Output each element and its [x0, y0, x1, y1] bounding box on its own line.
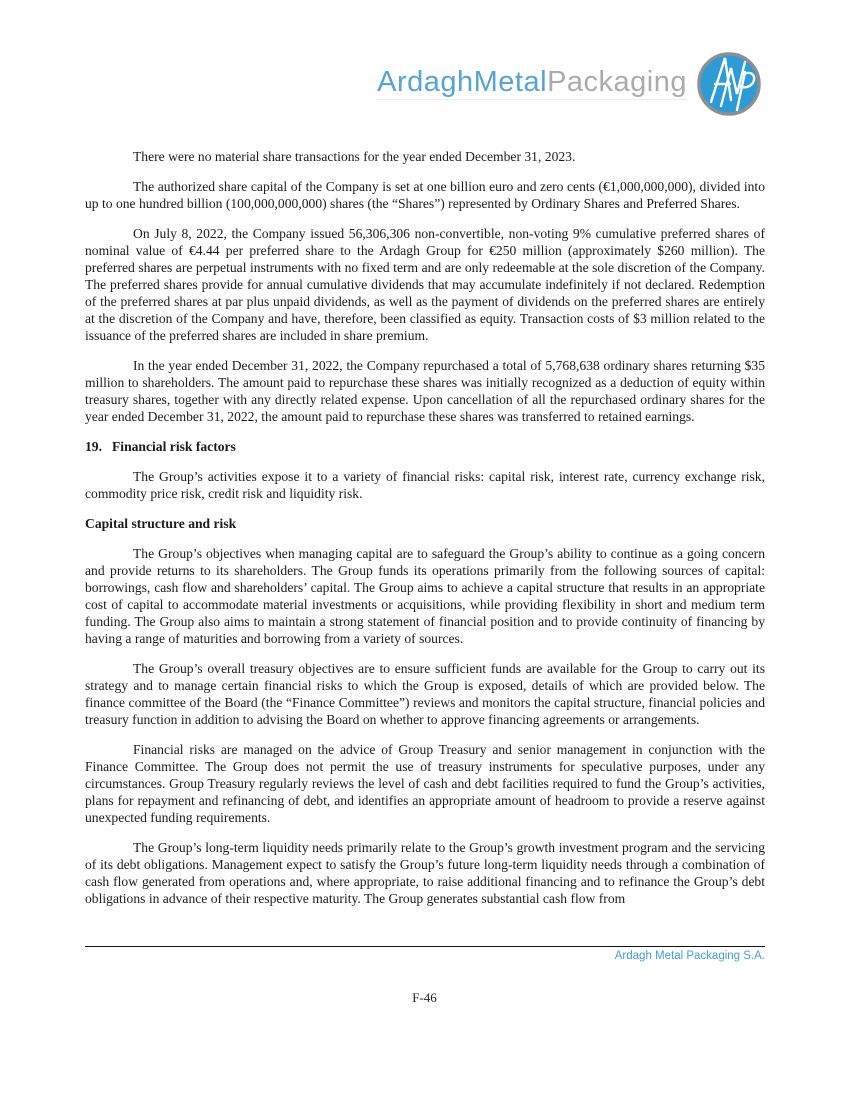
- footer-company-name: Ardagh Metal Packaging S.A.: [614, 950, 765, 962]
- paragraph-long-term-liquidity: The Group’s long-term liquidity needs primarily relate to the Group’s growth investment program and the servicing of its debt obligations. Management expect to satisfy the Group’s future long-term liquidity needs through a combination of cash flow generated from operations and, where appropriate, to raise additional financing and to refinance the Group’s debt obligations in advance of their respective maturity. The Group generates substantial cash flow from: [85, 840, 765, 906]
- subheading-capital-structure-and-risk: Capital structure and risk: [85, 516, 237, 531]
- paragraph-capital-objectives: The Group’s objectives when managing capital are to safeguard the Group’s ability to continue as a going concern and provide returns to its shareholders. The Group funds its operations primarily from the following sources of capital: borrowings, cash flow and shareholders’ capital. The Group aims to achieve a capital structure that results in an appropriate cost of capital to accommodate material investments or acquisitions, while providing flexibility in short and medium term funding. The Group also aims to maintain a strong statement of financial position and to provide continuity of financing by having a range of maturities and borrowing from a variety of sources.: [85, 546, 765, 646]
- document-body: [85, 148, 765, 920]
- logo-brand-secondary: Packaging: [547, 66, 687, 98]
- logo-wordmark: [377, 68, 687, 100]
- paragraph-share-transactions: There were no material share transactions for the year ended December 31, 2023.: [133, 149, 576, 164]
- header: [377, 50, 763, 118]
- paragraph-authorized-share-capital: The authorized share capital of the Company is set at one billion euro and zero cents (€1,000,000,000), divided into up to one hundred billion (100,000,000,000) shares (the “Shares”) represented by Ordinary Shares and Preferred Shares.: [85, 179, 765, 211]
- footer-rule: [85, 946, 765, 947]
- section-title: Financial risk factors: [112, 439, 236, 454]
- paragraph-share-repurchase: In the year ended December 31, 2022, the Company repurchased a total of 5,768,638 ordinary shares returning $35 million to shareholders. The amount paid to repurchase these shares was initially recognized as a deduction of equity within treasury shares, together with any directly related expense. Upon cancellation of all the repurchased ordinary shares for the year ended December 31, 2022, the amount paid to repurchase these shares was transferred to retained earnings.: [85, 358, 765, 424]
- section-number: 19.: [85, 439, 102, 454]
- paragraph-risk-overview: The Group’s activities expose it to a variety of financial risks: capital risk, interest rate, currency exchange risk, commodity price risk, credit risk and liquidity risk.: [85, 469, 765, 501]
- paragraph-financial-risk-management: Financial risks are managed on the advice of Group Treasury and senior management in conjunction with the Finance Committee. The Group does not permit the use of treasury instruments for speculative purposes, under any circumstances. Group Treasury regularly reviews the level of cash and debt facilities required to fund the Group’s activities, plans for repayment and refinancing of debt, and identifies an appropriate amount of headroom to provide a reserve against unexpected funding requirements.: [85, 742, 765, 825]
- logo-brand-primary: ArdaghMetal: [377, 66, 548, 98]
- paragraph-treasury-objectives: The Group’s overall treasury objectives are to ensure sufficient funds are available for the Group to carry out its strategy and to manage certain financial risks to which the Group is exposed, details of which are provided below. The finance committee of the Board (the “Finance Committee”) reviews and monitors the capital structure, financial policies and treasury function in addition to advising the Board on whether to approve financing agreements or arrangements.: [85, 661, 765, 727]
- section-heading-financial-risk-factors: [85, 438, 765, 455]
- page-number: F-46: [412, 990, 437, 1005]
- amp-logo-icon: [695, 50, 763, 118]
- paragraph-preferred-shares-issue: On July 8, 2022, the Company issued 56,306,306 non-convertible, non-voting 9% cumulative preferred shares of nominal value of €4.44 per preferred share to the Ardagh Group for €250 million (approximately $260 million). The preferred shares are perpetual instruments with no fixed term and are only redeemable at the sole discretion of the Company. The preferred shares provide for annual cumulative dividends that may accumulate indefinitely if not declared. Redemption of the preferred shares at par plus unpaid dividends, as well as the payment of dividends on the preferred shares are entirely at the discretion of the Company and have, therefore, been classified as equity. Transaction costs of $3 million related to the issuance of the preferred shares are included in share premium.: [85, 226, 765, 343]
